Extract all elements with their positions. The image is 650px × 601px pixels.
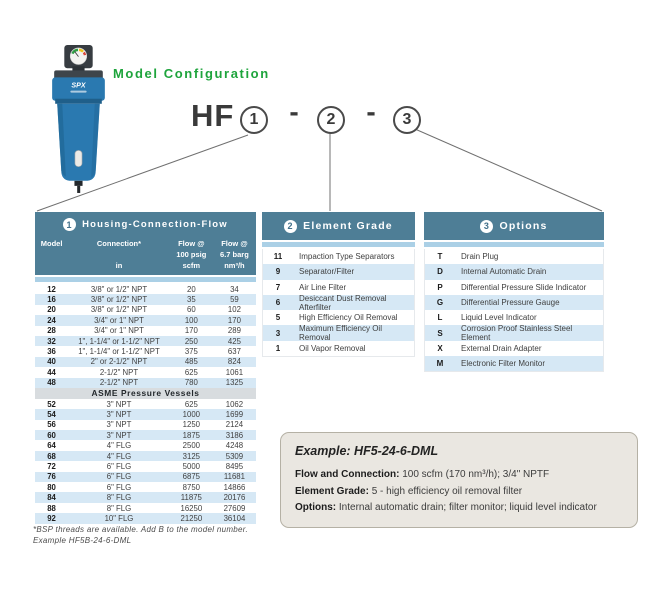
asme-rows (35, 399, 256, 524)
table-row (35, 440, 256, 450)
sight-glass (75, 150, 82, 166)
connection-cell: 3/4" or 1" NPT (94, 315, 144, 325)
code-cell: P (437, 282, 443, 292)
model-cell: 40 (47, 357, 56, 367)
code-cell: M (436, 359, 444, 369)
element-grade-table (262, 212, 415, 357)
flow-scfm-cell: 250 (184, 336, 198, 346)
flow-scfm-cell: 170 (184, 326, 198, 336)
label-cell: Oil Vapor Removal (299, 343, 366, 353)
table-row (425, 295, 603, 310)
connection-cell: 3/8" or 1/2" NPT (90, 284, 148, 294)
table-row (35, 357, 256, 367)
table-row (425, 249, 603, 264)
example-line-text: Internal automatic drain; filter monitor; liquid level indicator (336, 502, 597, 513)
flow-nm3h-cell: 2124 (225, 420, 244, 430)
model-cell: 64 (47, 441, 56, 451)
flow-scfm-cell: 375 (184, 347, 198, 357)
connection-cell: 1", 1-1/4" or 1-1/2" NPT (78, 336, 160, 346)
connection-cell: 8" FLG (106, 503, 132, 513)
code-cell: X (437, 343, 443, 353)
model-cell: 32 (47, 336, 56, 346)
table-row (425, 324, 603, 343)
example-box (280, 432, 638, 528)
table-row (35, 315, 256, 325)
formula-circle-3: 3 (393, 106, 421, 134)
table-row (263, 341, 414, 356)
flow-nm3h-cell: 3186 (225, 430, 244, 440)
flow-scfm-cell: 100 (184, 315, 198, 325)
flow-scfm-cell: 3125 (182, 451, 201, 461)
label-cell: Differential Pressure Gauge (461, 298, 560, 308)
code-cell: 7 (275, 282, 281, 292)
label-cell: Air Line Filter (299, 282, 347, 292)
table-row (35, 451, 256, 461)
flow-scfm-cell: 625 (184, 399, 198, 409)
housing-connection-flow-table (35, 212, 256, 524)
flow-nm3h-cell: 11681 (223, 472, 245, 482)
flow-nm3h-cell: 8495 (225, 461, 244, 471)
separator-band (262, 242, 415, 247)
brand-logo: SPX (71, 81, 86, 90)
connection-cell: 3" NPT (106, 420, 132, 430)
model-cell: 48 (47, 378, 56, 388)
column-header: Model (40, 239, 63, 248)
model-cell: 20 (47, 305, 56, 315)
column-header: Flow @ 100 psig scfm (176, 239, 207, 270)
grade-rows (262, 249, 415, 357)
number-1-badge: 1 (63, 218, 76, 231)
filter-product-image (40, 45, 118, 195)
bsp-footnote (33, 525, 248, 546)
connection-cell: 6" FLG (106, 482, 132, 492)
flow-nm3h-cell: 34 (230, 284, 239, 294)
label-cell: Maximum Efficiency Oil Removal (299, 324, 382, 343)
label-cell: High Efficiency Oil Removal (299, 313, 398, 323)
options-table (424, 212, 604, 372)
code-cell: 11 (273, 252, 283, 262)
housing-column-headers (35, 237, 256, 275)
housing-table-header (35, 212, 256, 237)
model-cell: 68 (47, 451, 56, 461)
grade-table-title: Element Grade (303, 220, 393, 232)
model-cell: 16 (47, 295, 56, 305)
flow-scfm-cell: 20 (187, 284, 196, 294)
code-cell: L (437, 313, 443, 323)
flow-nm3h-cell: 59 (230, 295, 239, 305)
label-cell: Liquid Level Indicator (461, 313, 537, 323)
connection-cell: 10" FLG (104, 513, 134, 523)
flow-nm3h-cell: 637 (227, 347, 241, 357)
model-cell: 28 (47, 326, 56, 336)
separator-band (424, 242, 604, 247)
table-row (35, 346, 256, 356)
connection-cell: 2-1/2" NPT (99, 378, 139, 388)
formula-circle-1: 1 (240, 106, 268, 134)
model-cell: 92 (47, 513, 56, 523)
table-row (425, 264, 603, 279)
flow-scfm-cell: 485 (184, 357, 198, 367)
table-row (263, 324, 414, 343)
model-cell: 36 (47, 347, 56, 357)
label-cell: Drain Plug (461, 252, 499, 262)
code-cell: D (437, 267, 443, 277)
grade-table-header (262, 212, 415, 240)
flow-nm3h-cell: 102 (227, 305, 241, 315)
flow-nm3h-cell: 1061 (225, 367, 244, 377)
flow-nm3h-cell: 824 (227, 357, 241, 367)
label-cell: Impaction Type Separators (299, 252, 395, 262)
housing-table-title: Housing-Connection-Flow (82, 219, 228, 230)
label-cell: Electronic Filter Monitor (461, 359, 546, 369)
formula-prefix: HF (191, 98, 235, 133)
model-cell: 60 (47, 430, 56, 440)
table-row (35, 472, 256, 482)
connection-cell: 1", 1-1/4" or 1-1/2" NPT (78, 347, 160, 357)
flow-nm3h-cell: 20176 (223, 493, 246, 503)
formula-dash-2: - (366, 96, 376, 127)
connection-cell: 3" NPT (106, 430, 132, 440)
table-row (425, 356, 603, 371)
table-row (263, 295, 414, 310)
table-row (35, 482, 256, 492)
flow-nm3h-cell: 1325 (225, 378, 244, 388)
flow-scfm-cell: 1250 (182, 420, 201, 430)
flow-nm3h-cell: 425 (227, 336, 241, 346)
number-2-badge: 2 (284, 220, 297, 233)
options-table-title: Options (499, 220, 548, 232)
code-cell: T (437, 252, 443, 262)
formula-dash-1: - (289, 96, 299, 127)
footnote-line-1: *BSP threads are available. Add B to the model number. (33, 525, 248, 534)
label-cell: Corrosion Proof Stainless Steel Element (461, 324, 573, 343)
example-line-label: Flow and Connection: (295, 469, 400, 480)
model-cell: 56 (47, 420, 56, 430)
connection-cell: 6" FLG (106, 461, 132, 471)
connection-cell: 3" NPT (106, 409, 132, 419)
flow-nm3h-cell: 1699 (225, 409, 244, 419)
code-cell: 9 (275, 267, 281, 277)
flow-scfm-cell: 780 (184, 378, 198, 388)
model-cell: 84 (47, 493, 56, 503)
table-row (35, 294, 256, 304)
flow-nm3h-cell: 14866 (223, 482, 246, 492)
flow-scfm-cell: 60 (187, 305, 196, 315)
example-line-text: 100 scfm (170 nm³/h); 3/4" NPTF (399, 469, 550, 480)
asme-subheader: ASME Pressure Vessels (35, 388, 256, 399)
flow-scfm-cell: 1000 (182, 409, 201, 419)
housing-rows (35, 284, 256, 388)
table-row (35, 367, 256, 377)
connection-cell: 4" FLG (106, 441, 132, 451)
table-row (35, 420, 256, 430)
connection-cell: 6" FLG (106, 472, 132, 482)
flow-nm3h-cell: 1062 (225, 399, 244, 409)
connection-cell: 8" FLG (106, 493, 132, 503)
flow-nm3h-cell: 4248 (225, 441, 244, 451)
model-cell: 52 (47, 399, 56, 409)
formula-circle-2: 2 (317, 106, 345, 134)
connection-cell: 2" or 2-1/2" NPT (90, 357, 148, 367)
options-rows (424, 249, 604, 372)
example-lines (295, 467, 623, 517)
table-row (35, 503, 256, 513)
flow-nm3h-cell: 27609 (223, 503, 246, 513)
code-cell: 6 (275, 298, 281, 308)
connection-cell: 3/4" or 1" NPT (94, 326, 144, 336)
table-row (425, 341, 603, 356)
model-cell: 76 (47, 472, 56, 482)
table-row (35, 409, 256, 419)
flow-nm3h-cell: 5309 (225, 451, 244, 461)
column-header: Connection* in (96, 239, 142, 270)
connection-cell: 3/8" or 1/2" NPT (90, 305, 148, 315)
table-row (35, 492, 256, 502)
label-cell: Separator/Filter (299, 267, 355, 277)
options-table-header (424, 212, 604, 240)
flow-scfm-cell: 8750 (182, 482, 201, 492)
example-line-text: 5 - high efficiency oil removal filter (368, 485, 523, 497)
page-title: Model Configuration (113, 66, 270, 81)
flow-scfm-cell: 35 (187, 295, 196, 305)
code-cell: 3 (275, 328, 281, 338)
example-line-label: Element Grade: (295, 485, 369, 497)
flow-nm3h-cell: 289 (227, 326, 241, 336)
flow-scfm-cell: 6875 (182, 472, 201, 482)
flow-scfm-cell: 21250 (180, 513, 203, 523)
flow-nm3h-cell: 36104 (223, 513, 246, 523)
footnote-line-2: Example HF5B-24-6-DML (33, 535, 132, 545)
model-cell: 24 (47, 315, 56, 325)
code-cell: S (437, 328, 443, 338)
flow-scfm-cell: 16250 (180, 503, 203, 513)
flow-scfm-cell: 11875 (180, 493, 202, 503)
separator-band (35, 277, 256, 282)
example-line (295, 484, 623, 501)
connection-cell: 3" NPT (106, 399, 132, 409)
connection-cell: 2-1/2" NPT (99, 367, 139, 377)
table-row (263, 264, 414, 279)
connection-cell: 3/8" or 1/2" NPT (90, 295, 148, 305)
table-row (35, 430, 256, 440)
connection-cell: 4" FLG (106, 451, 132, 461)
table-row (35, 461, 256, 471)
model-cell: 80 (47, 482, 56, 492)
table-row (263, 249, 414, 264)
table-row (35, 378, 256, 388)
model-cell: 88 (47, 503, 56, 513)
flow-nm3h-cell: 170 (227, 315, 241, 325)
example-line (295, 500, 623, 517)
column-header: Flow @ 6.7 barg nm³/h (220, 239, 249, 270)
flow-scfm-cell: 5000 (182, 461, 201, 471)
code-cell: G (436, 298, 444, 308)
drain-port (74, 181, 82, 186)
flow-scfm-cell: 1875 (182, 430, 201, 440)
model-cell: 54 (47, 409, 56, 419)
table-row (35, 399, 256, 409)
example-line-label: Options: (295, 502, 337, 513)
table-row (425, 280, 603, 295)
table-row (35, 513, 256, 523)
label-cell: Internal Automatic Drain (461, 267, 547, 277)
code-cell: 1 (275, 343, 281, 353)
label-cell: External Drain Adapter (461, 343, 542, 353)
number-3-badge: 3 (480, 220, 493, 233)
model-cell: 72 (47, 461, 56, 471)
flow-scfm-cell: 625 (184, 367, 198, 377)
table-row (35, 326, 256, 336)
gauge-red-arc (84, 53, 85, 56)
model-cell: 12 (47, 284, 56, 294)
example-line (295, 467, 623, 484)
model-cell: 44 (47, 367, 56, 377)
table-row (35, 284, 256, 294)
example-title: Example: HF5-24-6-DML (295, 444, 439, 458)
label-cell: Desiccant Dust Removal Afterfilter (299, 293, 387, 312)
code-cell: 5 (275, 313, 281, 323)
flow-scfm-cell: 2500 (182, 441, 201, 451)
label-cell: Differential Pressure Slide Indicator (461, 282, 587, 292)
table-row (35, 336, 256, 346)
table-row (35, 305, 256, 315)
